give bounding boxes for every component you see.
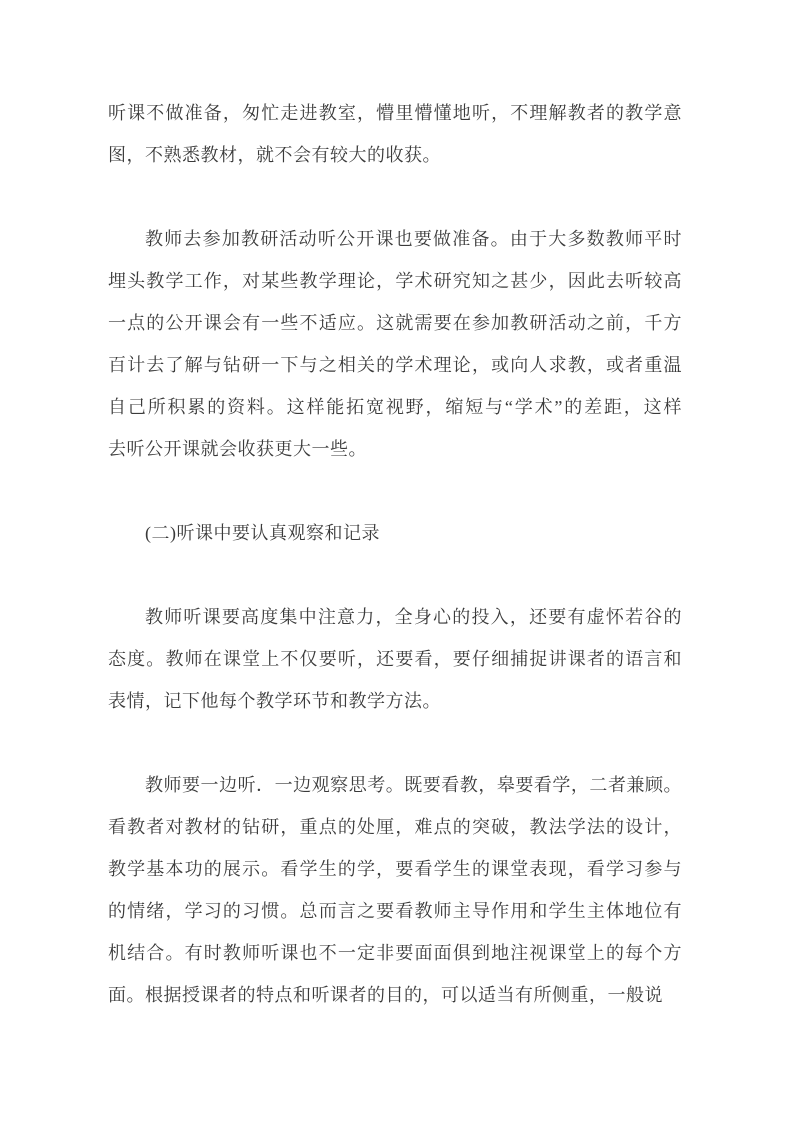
text-line: 听课不做准备，匆忙走进教室，懵里懵懂地听，不理解教者的教学意 (108, 103, 682, 123)
text-line: 去听公开课就会收获更大一些。 (108, 439, 367, 459)
text-line: 看教者对教材的钻研，重点的处厘，难点的突破，教法学法的设计， (108, 817, 682, 837)
text-line: 表情，记下他每个教学环节和教学方法。 (108, 691, 441, 711)
text-line: 自己所积累的资料。这样能拓宽视野，缩短与“学术”的差距，这样 (108, 397, 682, 417)
text-line: 埋头教学工作，对某些教学理论，学术研究知之甚少，因此去听较高 (108, 271, 682, 291)
document-content (108, 92, 682, 1016)
paragraph (108, 764, 682, 1016)
text-line: 教师要一边听．一边观察思考。既要看教，皋要看学，二者兼顾。 (145, 775, 682, 795)
text-line: 图，不熟悉教材，就不会有较大的收获。 (108, 145, 441, 165)
text-line: 一点的公开课会有一些不适应。这就需要在参加教研活动之前，千方 (108, 313, 682, 333)
paragraph (108, 596, 682, 722)
heading-line: (二)听课中要认真观察和记录 (145, 523, 380, 543)
text-line: 教师去参加教研活动听公开课也要做准备。由于大多数教师平时 (145, 229, 682, 249)
text-line: 百计去了解与钻研一下与之相关的学术理论，或向人求教，或者重温 (108, 355, 682, 375)
paragraph (108, 92, 682, 176)
text-line: 面。根据授课者的特点和听课者的目的，可以适当有所侧重，一般说 (108, 985, 663, 1005)
section-heading (108, 512, 682, 554)
text-line: 的情绪，学习的习惯。总而言之要看教师主导作用和学生主体地位有 (108, 901, 682, 921)
text-line: 机结合。有时教师听课也不一定非要面面俱到地注视课堂上的每个方 (108, 943, 682, 963)
text-line: 态度。教师在课堂上不仅要听，还要看，要仔细捕捉讲课者的语言和 (108, 649, 682, 669)
paragraph (108, 218, 682, 470)
text-line: 教师听课要高度集中注意力，全身心的投入，还要有虚怀若谷的 (145, 607, 682, 627)
text-line: 教学基本功的展示。看学生的学，要看学生的课堂表现，看学习参与 (108, 859, 682, 879)
